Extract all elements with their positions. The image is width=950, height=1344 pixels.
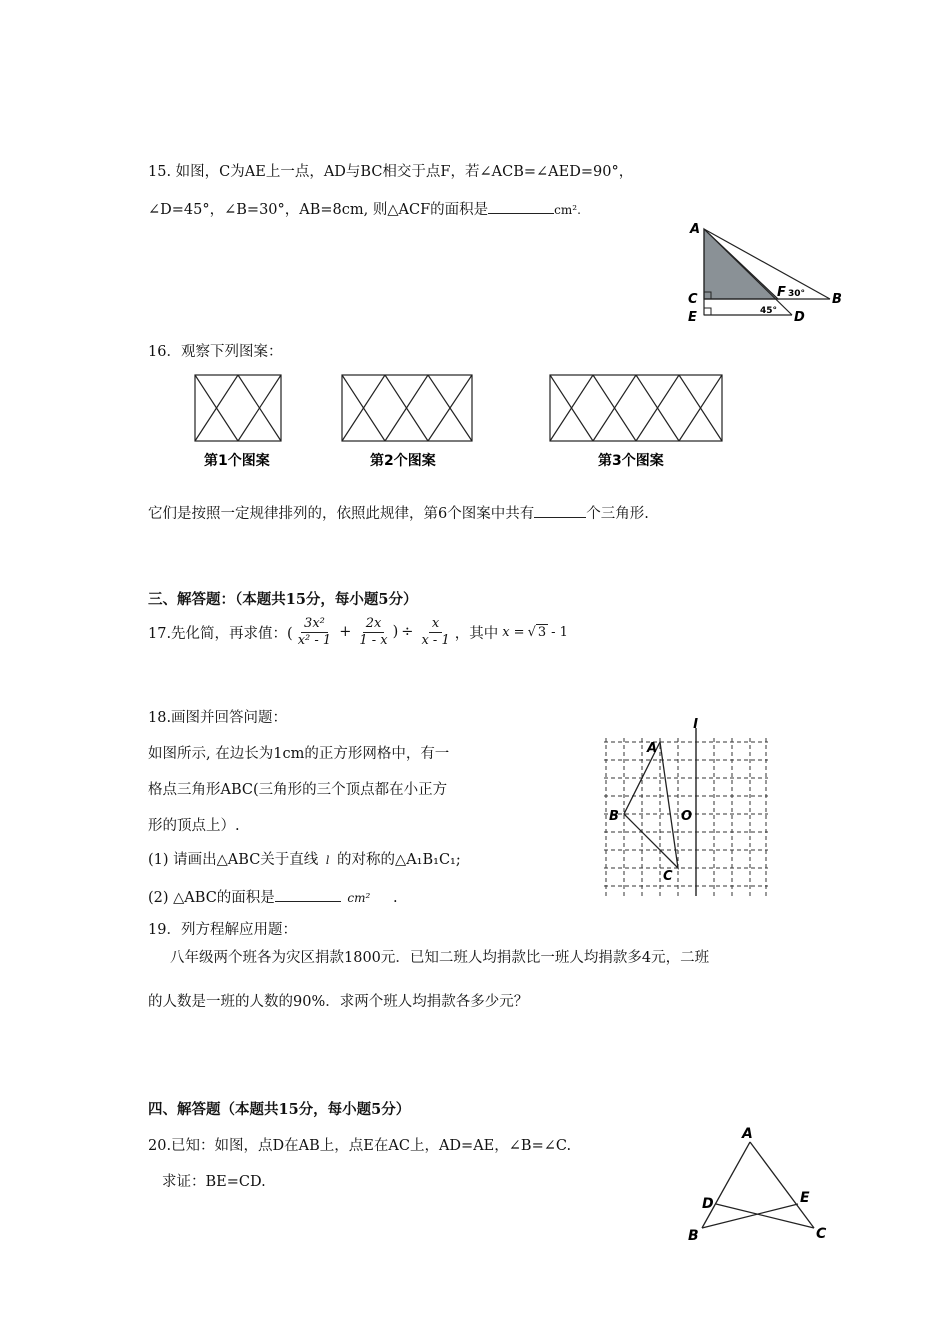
close-paren: )	[392, 624, 399, 640]
figure-18-grid	[596, 718, 776, 900]
q19-line1: 八年级两个班各为灾区捐款1800元．已知二班人均捐款比一班人均捐款多4元，二班	[170, 950, 710, 966]
fraction-2-num: 2x	[363, 616, 385, 633]
figure-15	[680, 215, 850, 327]
label-c: C	[816, 1226, 827, 1242]
label-l: l	[693, 718, 698, 732]
q18-line1: 如图所示, 在边长为1cm的正方形网格中，有一	[148, 746, 450, 762]
label-c: C	[663, 869, 673, 884]
fraction-1-den: x² - 1	[297, 632, 332, 648]
q18-line2: 格点三角形ABC(三角形的三个顶点都在小正方	[148, 782, 448, 798]
q17-prefix: 17.先化简，再求值：(	[148, 625, 293, 642]
sqrt-value: 3	[537, 624, 547, 640]
caption-pattern-1: 第1个图案	[204, 453, 270, 469]
plus-sign: +	[339, 624, 352, 640]
q19-title: 19．列方程解应用题：	[148, 922, 297, 938]
q15-line2	[148, 198, 581, 219]
right-angle-e	[704, 308, 711, 315]
q18-part1	[148, 848, 461, 869]
q16-title: 16．观察下列图案：	[148, 344, 283, 360]
q18-part2	[148, 886, 398, 907]
q16-question-text: 它们是按照一定规律排列的，依照此规律，第6个图案中共有	[148, 506, 535, 522]
q17	[148, 612, 568, 652]
q15-line1: 15. 如图，C为AE上一点，AD与BC相交于点F，若∠ACB=∠AED=90°，	[148, 164, 634, 180]
q16-question-end: 个三角形.	[586, 506, 649, 522]
segment-be	[702, 1204, 798, 1228]
fraction-3-num: x	[429, 616, 442, 633]
label-a: A	[647, 741, 658, 756]
minus-one: - 1	[551, 624, 568, 640]
section-4-heading: 四、解答题（本题共15分，每小题5分）	[148, 1101, 411, 1118]
pattern-2	[342, 375, 472, 441]
divide-sign: ÷	[401, 624, 414, 640]
label-d: D	[702, 1196, 714, 1212]
answer-blank-16[interactable]	[534, 503, 586, 518]
pattern-3	[550, 375, 722, 441]
q20-line1: 20.已知：如图，点D在AB上，点E在AC上，AD=AE，∠B=∠C.	[148, 1138, 572, 1154]
label-a: A	[742, 1126, 753, 1142]
fraction-2-den: 1 - x	[359, 632, 388, 648]
label-b: B	[832, 292, 842, 307]
caption-pattern-2: 第2个图案	[370, 453, 436, 469]
q18-unit: cm²	[347, 891, 371, 905]
q16-question	[148, 502, 649, 523]
answer-blank-18[interactable]	[275, 887, 341, 902]
figure-20	[684, 1124, 834, 1248]
x-equals: x =	[502, 624, 525, 640]
q18-part2-a: (2) △ABC的面积是	[148, 890, 275, 906]
caption-pattern-3: 第3个图案	[598, 453, 664, 469]
fraction-1-num: 3x²	[301, 616, 328, 633]
fraction-3-den: x - 1	[421, 632, 450, 648]
label-b: B	[688, 1228, 699, 1244]
q17-where: ，其中	[454, 625, 499, 642]
q20-line2: 求证：BE=CD.	[162, 1174, 266, 1190]
line-l-symbol: l	[325, 854, 330, 867]
label-b: B	[609, 809, 619, 824]
q15-unit: cm².	[554, 203, 581, 217]
figure-16-patterns	[190, 372, 730, 472]
q18-part1-b: 的对称的△A₁B₁C₁;	[337, 852, 461, 868]
label-c: C	[688, 292, 698, 307]
q18-part1-a: (1) 请画出△ABC关于直线	[148, 852, 319, 868]
label-f: F	[777, 285, 786, 300]
label-e: E	[688, 310, 697, 325]
answer-blank-15[interactable]	[488, 199, 554, 214]
sqrt-expression: √ 3	[527, 624, 547, 640]
angle-45-label: 45°	[760, 306, 778, 316]
fraction-2	[356, 616, 390, 649]
q19-line2: 的人数是一班的人数的90%．求两个班人均捐款各多少元？	[148, 994, 529, 1010]
angle-30-label: 30°	[788, 289, 806, 299]
q18-title: 18.画图并回答问题：	[148, 710, 288, 726]
label-d: D	[794, 310, 805, 325]
q18-part2-end: .	[392, 890, 398, 906]
pattern-1	[195, 375, 281, 441]
q15-line2-text: ∠D=45°，∠B=30°，AB=8cm, 则△ACF的面积是	[148, 202, 489, 218]
label-a: A	[690, 222, 701, 237]
label-e: E	[800, 1190, 810, 1206]
label-o: O	[681, 809, 693, 824]
triangle-abc	[624, 742, 678, 868]
q18-line3: 形的顶点上）.	[148, 818, 240, 834]
section-3-heading: 三、解答题：（本题共15分，每小题5分）	[148, 591, 418, 608]
fraction-3	[418, 616, 452, 649]
fraction-1	[295, 616, 334, 649]
segment-ab	[702, 1142, 750, 1228]
